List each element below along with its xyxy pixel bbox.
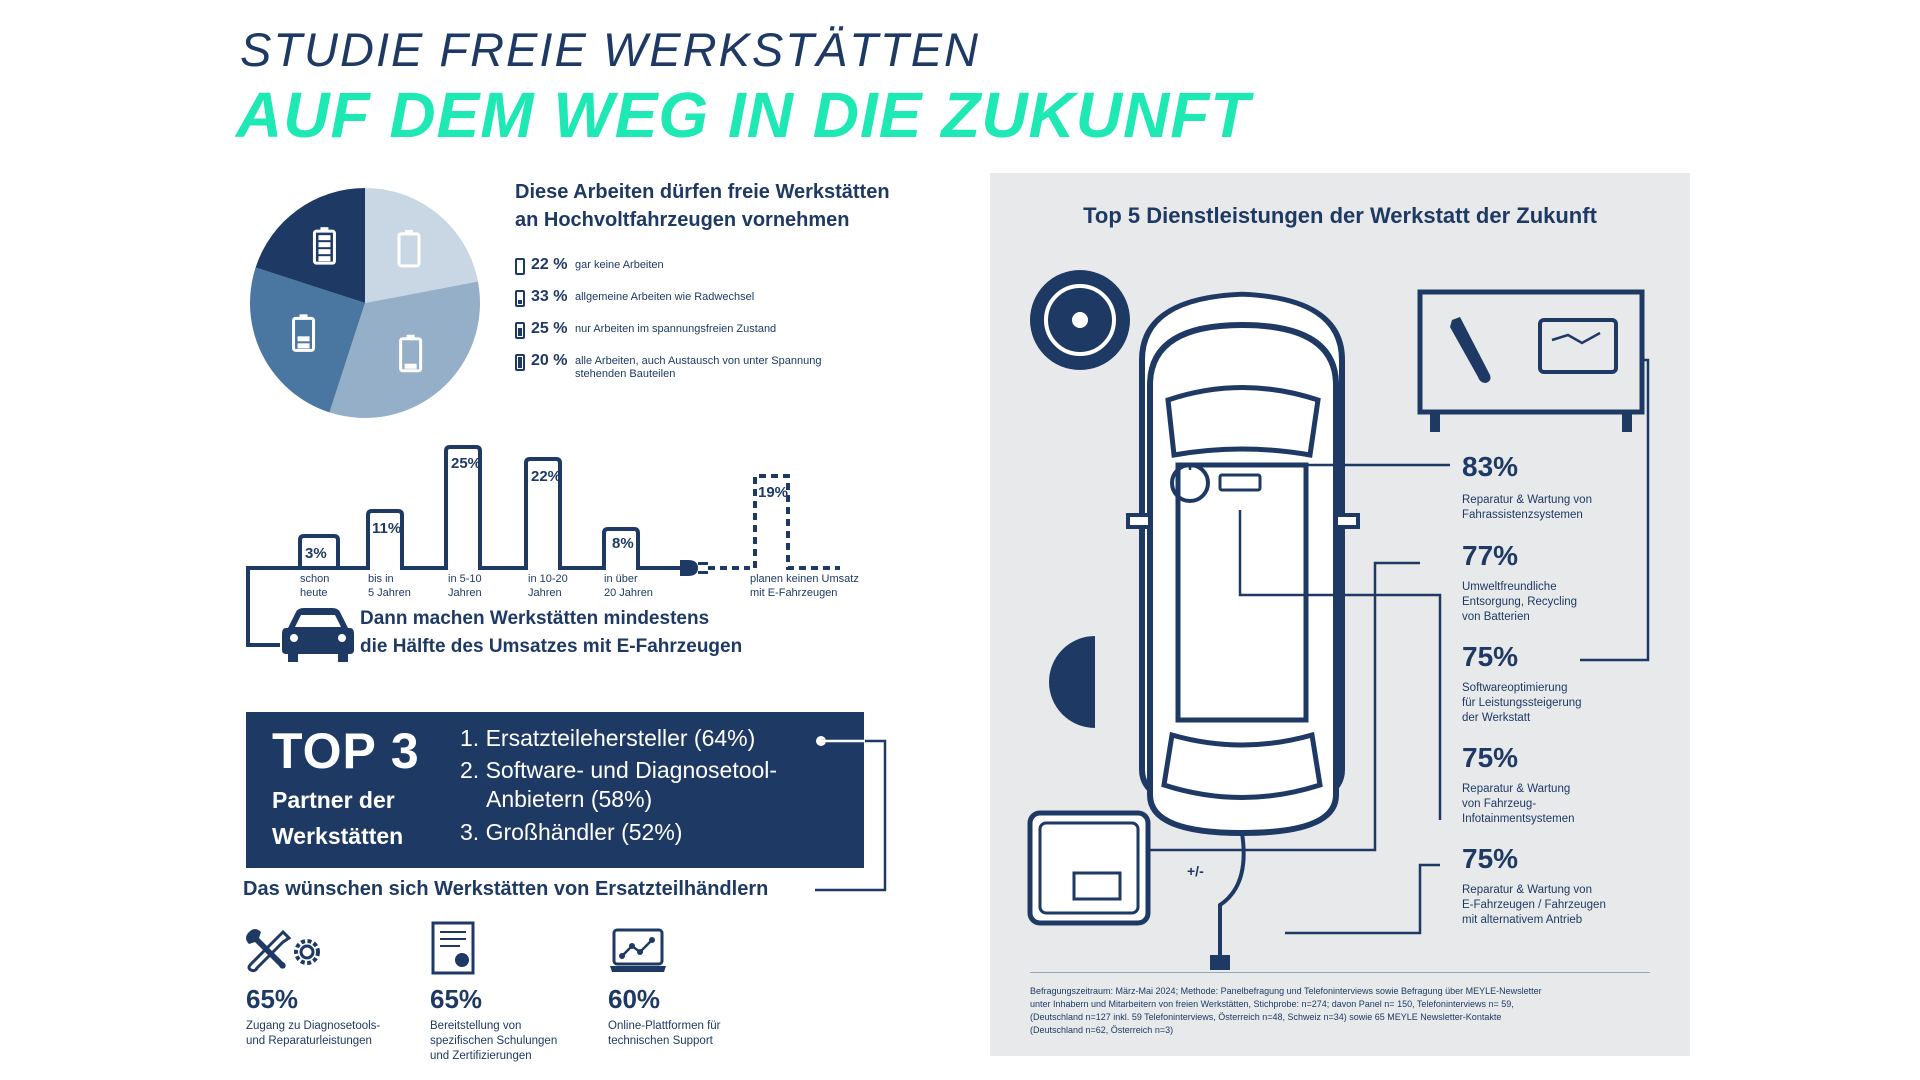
tools-gear-icon [243,928,327,974]
pie-heading: Diese Arbeiten dürfen freie Werkstätten an Hochvoltfahrzeugen vornehmen [515,181,890,231]
wish-text: Online-Plattformen für technischen Support [608,1020,721,1047]
laptop-chart-icon [608,928,668,976]
legend-item: 20 % alle Arbeiten, auch Austausch von unter Spannung stehenden Bauteilen [515,352,821,382]
service-pct: 77% [1462,540,1519,571]
top3-title: TOP 3 [272,723,420,779]
timeline-label: in 5-10 Jahren [448,573,482,599]
battery-label: +/- [1187,863,1204,879]
battery-empty-icon [515,258,525,275]
timeline-pct: 3% [305,545,327,562]
timeline-label: schon heute [300,573,330,599]
timeline-label: in 10-20 Jahren [528,573,568,599]
title-line-1: STUDIE FREIE WERKSTÄTTEN [240,23,980,76]
certificate-icon [430,920,480,976]
service-text: Softwareoptimierung für Leistungssteigerung der Werkstatt [1462,682,1582,724]
wish-pct: 60% [608,984,661,1014]
battery-half-icon [515,322,525,339]
timeline-pct: 8% [612,535,634,552]
timeline-pct: 19% [758,484,789,501]
timeline-pct: 25% [451,455,482,472]
timeline-pct: 11% [372,520,402,537]
service-text: Reparatur & Wartung von Fahrassistenzsystemen [1462,494,1592,521]
top3-subtitle: Partner der Werkstätten [272,787,404,849]
battery-full-icon [515,354,525,371]
timeline-caption: Dann machen Werkstätten mindestens die Hälfte des Umsatzes mit E-Fahrzeugen [360,608,743,657]
footnote: Befragungszeitraum: März-Mai 2024; Methode: Panelbefragung und Telefoninterviews sowie Befragung über MEYLE-Newsletter unter Inhabern und Mitarbeitern von freien Werkstätten, Stichprobe: n=274; davon Panel n= 150, Telefoninterviews n= 59, (Deutschland n=127 inkl. 59 Telefoninterviews, Österreich n=48, Schweiz n=34) sowie 65 MEYLE Newsletter-Kontakte (Deutschland n=62, Österreich n=3) [1030,986,1542,1035]
wheel-icon [1030,270,1130,370]
top3-connector [815,735,895,895]
timeline-pct: 22% [531,468,562,485]
divider [1030,972,1650,973]
service-text: Reparatur & Wartung von E-Fahrzeugen / Fahrzeugen mit alternativem Antrieb [1462,884,1606,926]
pie-chart [245,183,485,423]
car-front-icon [282,608,354,662]
wish-text: Zugang zu Diagnosetools- und Reparaturleistungen [246,1020,381,1047]
timeline-label: bis in 5 Jahren [368,573,411,599]
legend-item: 22 % gar keine Arbeiten [515,256,664,286]
top3-list: 1. Ersatzteilehersteller (64%) 2. Software- und Diagnosetool- Anbietern (58%) 3. Großhändler (52%) [460,725,778,845]
timeline-label: in über 20 Jahren [604,573,653,599]
service-pct: 75% [1462,843,1519,874]
title-line-2: AUF DEM WEG IN DIE ZUKUNFT [236,79,1251,151]
services-title: Top 5 Dienstleistungen der Werkstatt der Zukunft [1083,203,1597,228]
wish-pct: 65% [246,984,299,1014]
wish-text: Bereitstellung von spezifischen Schulungen und Zertifizierungen [430,1020,558,1062]
service-pct: 75% [1462,742,1519,773]
timeline-label: planen keinen Umsatz mit E-Fahrzeugen [750,573,859,599]
legend-item: 33 % allgemeine Arbeiten wie Radwechsel [515,288,754,318]
battery-low-icon [515,290,525,307]
wish-pct: 65% [430,984,483,1014]
car-illustration [1020,265,1680,945]
top3-connector-inner [815,735,865,747]
wish-heading: Das wünschen sich Werkstätten von Ersatzteilhändlern [243,878,769,900]
service-text: Reparatur & Wartung von Fahrzeug- Infotainmentsystemen [1462,783,1575,825]
service-pct: 83% [1462,451,1519,482]
legend-item: 25 % nur Arbeiten im spannungsfreien Zustand [515,320,776,350]
service-text: Umweltfreundliche Entsorgung, Recycling von Batterien [1462,581,1578,623]
service-pct: 75% [1462,641,1519,672]
plug-icon [680,560,708,576]
